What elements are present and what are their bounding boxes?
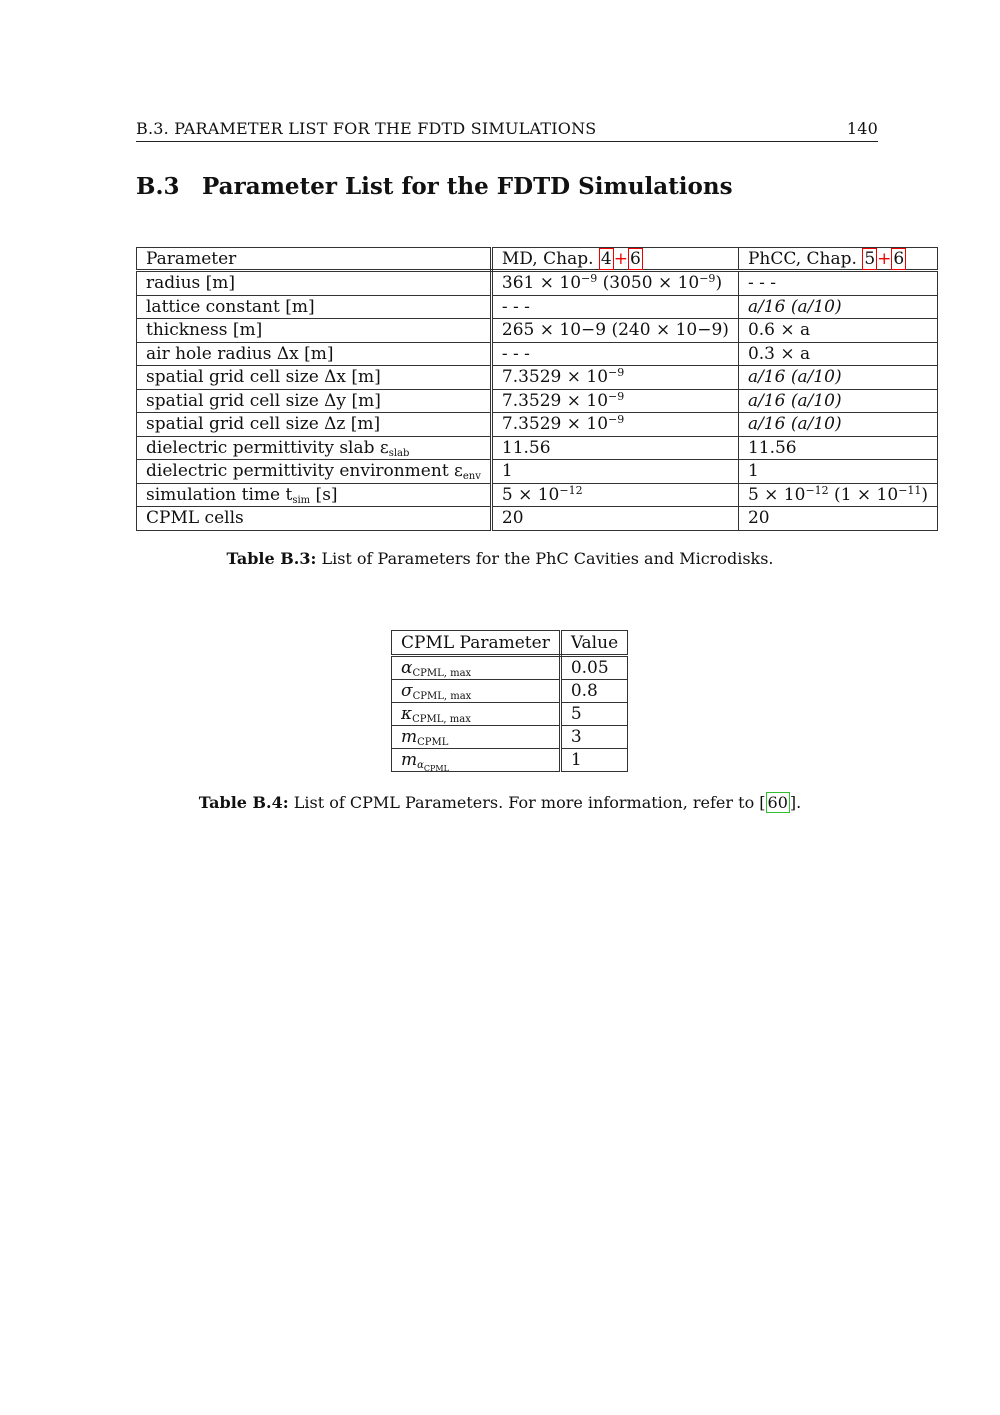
table-row <box>392 726 628 749</box>
phcc-cell: a/16 (a/10) <box>738 389 937 413</box>
table-row <box>392 656 628 680</box>
md-cell: - - - <box>491 342 738 366</box>
chapter-link-4[interactable]: 4 <box>600 248 612 269</box>
value-cell: 0.05 <box>560 656 627 680</box>
table-header-row <box>392 631 628 656</box>
param-cell: simulation time $t_{sim}$ [s] <box>137 483 492 507</box>
md-cell: $5 \times 10^{-12}$ <box>491 483 738 507</box>
md-cell: - - - <box>491 295 738 319</box>
header-parameter: Parameter <box>137 248 492 271</box>
header-md <box>491 248 738 271</box>
phcc-cell: 1 <box>738 460 937 484</box>
table-row <box>392 680 628 703</box>
citation-link-60[interactable]: 60 <box>767 793 788 812</box>
table-row <box>137 295 938 319</box>
cpml-parameter-table <box>391 630 628 772</box>
phcc-cell: 0.6 × a <box>738 319 937 343</box>
md-cell: $361 \times 10^{-9}$ $(3050 \times 10^{-9})$ <box>491 271 738 296</box>
table-header-row <box>137 248 938 271</box>
ref-separator: + <box>877 248 892 269</box>
symbol-cell: $\kappa_{CPML, max}$ <box>392 703 561 726</box>
param-cell: CPML cells <box>137 507 492 531</box>
section-title: Parameter List for the FDTD Simulations <box>202 173 733 200</box>
param-cell: radius [m] <box>137 271 492 296</box>
ref-separator: + <box>613 248 628 269</box>
table-row <box>137 483 938 507</box>
table-b4-caption <box>0 793 1000 812</box>
table-row <box>137 507 938 531</box>
table-row <box>137 460 938 484</box>
param-cell: spatial grid cell size Δx [m] <box>137 366 492 390</box>
page-number: 140 <box>846 119 878 138</box>
value-cell: 1 <box>560 749 627 772</box>
header-value: Value <box>560 631 627 656</box>
value-cell: 3 <box>560 726 627 749</box>
table-row <box>137 342 938 366</box>
param-cell: dielectric permittivity environment $\varepsilon_{env}$ <box>137 460 492 484</box>
parameter-table-b3 <box>136 247 938 531</box>
running-title: B.3. PARAMETER LIST FOR THE FDTD SIMULATIONS <box>136 119 597 138</box>
section-number: B.3 <box>136 173 180 200</box>
phcc-cell: a/16 (a/10) <box>738 295 937 319</box>
phcc-cell: - - - <box>738 271 937 296</box>
symbol-cell: $m_{\alpha_{CPML}}$ <box>392 749 561 772</box>
phcc-cell: 0.3 × a <box>738 342 937 366</box>
symbol-cell: $\alpha_{CPML, max}$ <box>392 656 561 680</box>
caption-label: Table B.4: <box>198 793 289 812</box>
md-cell: $7.3529 \times 10^{-9}$ <box>491 413 738 437</box>
header-phcc <box>738 248 937 271</box>
table-row <box>137 413 938 437</box>
running-header <box>136 119 878 142</box>
caption-end: ]. <box>789 793 802 812</box>
header-cpml-parameter: CPML Parameter <box>392 631 561 656</box>
table-row <box>137 389 938 413</box>
md-cell: $7.3529 \times 10^{-9}$ <box>491 366 738 390</box>
md-cell: 20 <box>491 507 738 531</box>
symbol-cell: $\sigma_{CPML, max}$ <box>392 680 561 703</box>
md-cell: $7.3529 \times 10^{-9}$ <box>491 389 738 413</box>
chapter-link-6b[interactable]: 6 <box>893 248 905 269</box>
table-row <box>392 749 628 772</box>
symbol-cell: $m_{CPML}$ <box>392 726 561 749</box>
param-cell: air hole radius Δx [m] <box>137 342 492 366</box>
value-cell: 0.8 <box>560 680 627 703</box>
chapter-link-5[interactable]: 5 <box>864 248 876 269</box>
phcc-cell: 11.56 <box>738 436 937 460</box>
header-md-label: MD, Chap. <box>501 248 599 269</box>
param-cell: dielectric permittivity slab $\varepsilon_{slab}$ <box>137 436 492 460</box>
header-phcc-label: PhCC, Chap. <box>747 248 863 269</box>
table-row <box>137 366 938 390</box>
table-row <box>137 319 938 343</box>
section-heading <box>136 173 733 200</box>
table-b3-caption <box>0 549 1000 568</box>
phcc-cell: a/16 (a/10) <box>738 413 937 437</box>
value-cell: 5 <box>560 703 627 726</box>
phcc-cell: a/16 (a/10) <box>738 366 937 390</box>
param-cell: thickness [m] <box>137 319 492 343</box>
md-cell: 1 <box>491 460 738 484</box>
param-cell: spatial grid cell size Δz [m] <box>137 413 492 437</box>
param-cell: lattice constant [m] <box>137 295 492 319</box>
caption-text: List of CPML Parameters. For more information, refer to [ <box>288 793 766 812</box>
chapter-link-6[interactable]: 6 <box>629 248 641 269</box>
phcc-cell: 20 <box>738 507 937 531</box>
table-row <box>392 703 628 726</box>
caption-label: Table B.3: <box>226 549 317 568</box>
md-cell: 11.56 <box>491 436 738 460</box>
table-row <box>137 271 938 296</box>
md-cell: 265 × 10−9 (240 × 10−9) <box>491 319 738 343</box>
table-row <box>137 436 938 460</box>
caption-text: List of Parameters for the PhC Cavities and Microdisks. <box>316 549 774 568</box>
phcc-cell: $5 \times 10^{-12}$ $(1 \times 10^{-11})$ <box>738 483 937 507</box>
param-cell: spatial grid cell size Δy [m] <box>137 389 492 413</box>
